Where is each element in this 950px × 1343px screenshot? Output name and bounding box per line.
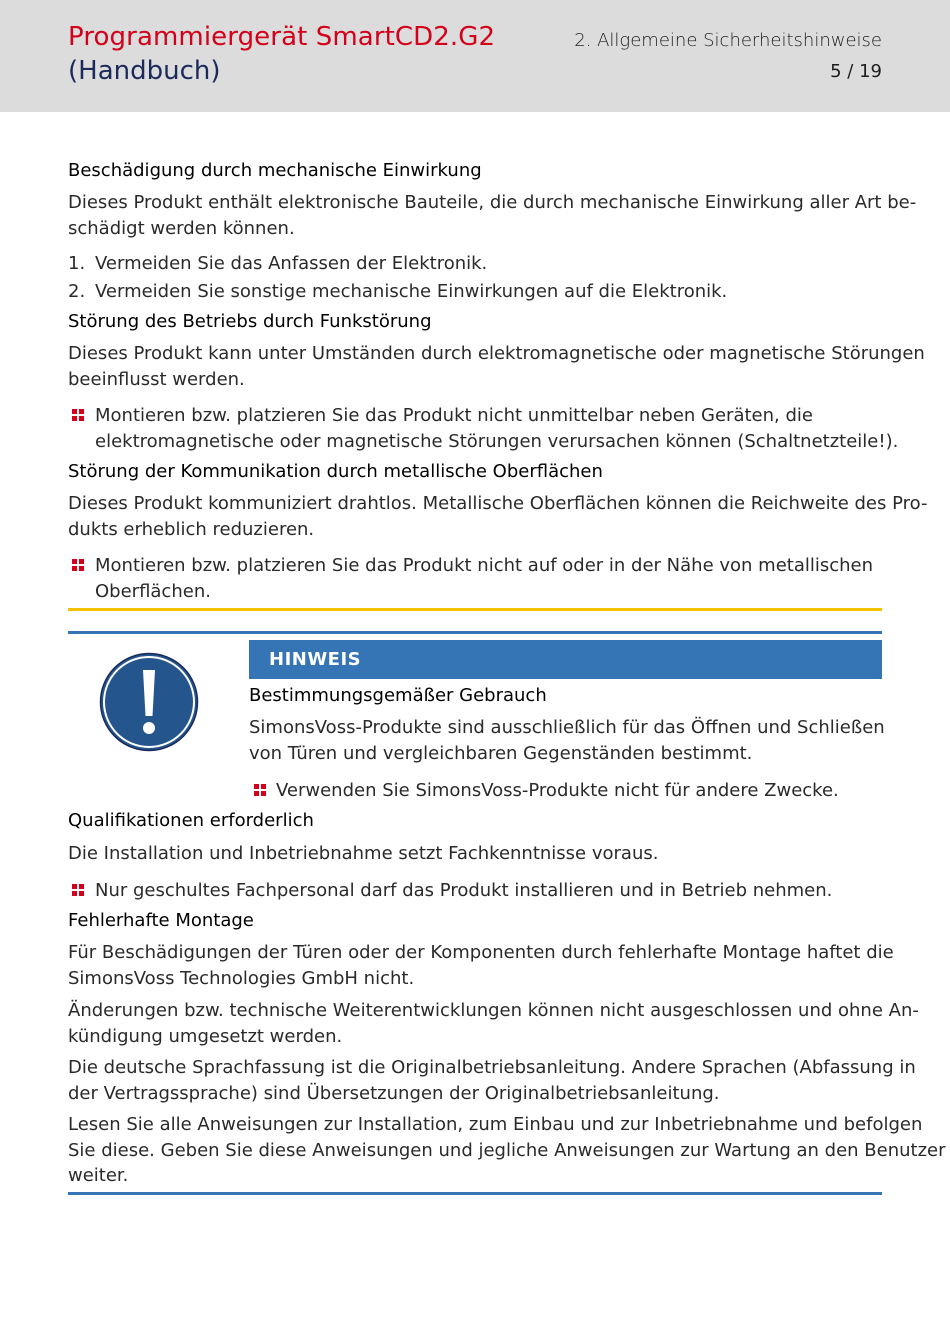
page-header: [0, 0, 950, 112]
text-line: beeinflusst werden.: [68, 368, 245, 390]
divider: [68, 608, 882, 611]
text-line: Montieren bzw. platzieren Sie das Produkt nicht auf oder in der Nähe von metallischen: [95, 555, 874, 576]
bullet-item: [95, 403, 898, 454]
paragraph-changes: [68, 998, 919, 1049]
heading-radio-interference: Störung des Betriebs durch Funkstörung: [68, 311, 432, 332]
document-subtitle: (Handbuch): [68, 56, 221, 86]
bullet-item: [276, 778, 839, 804]
text-line: Verwenden Sie SimonsVoss-Produkte nicht für andere Zwecke.: [276, 780, 839, 801]
exclamation-circle-icon: [99, 652, 199, 752]
text-line: dukts erheblich reduzieren.: [68, 518, 315, 540]
paragraph-language-version: [68, 1055, 916, 1106]
text-line: elektromagnetische oder magnetische Störungen verursachen können (Schaltnetzteile!).: [95, 430, 899, 452]
divider: [68, 631, 882, 634]
paragraph-liability: [68, 940, 894, 991]
page-number: 5 / 19: [830, 61, 882, 82]
bullet-item: [95, 553, 873, 604]
paragraph-mechanical-damage: [68, 190, 917, 241]
heading-qualifications: Qualifikationen erforderlich: [68, 810, 314, 831]
bullet-item: [95, 878, 832, 904]
text-line: Lesen Sie alle Anweisungen zur Installation, zum Einbau und zur Inbetriebnahme und befolgen: [68, 1114, 923, 1135]
bullet-icon: [72, 884, 84, 896]
list-text: Vermeiden Sie sonstige mechanische Einwirkungen auf die Elektronik.: [95, 281, 728, 302]
text-line: Die Installation und Inbetriebnahme setzt Fachkenntnisse voraus.: [68, 843, 659, 864]
text-line: SimonsVoss Technologies GmbH nicht.: [68, 967, 415, 989]
text-line: Dieses Produkt kommuniziert drahtlos. Metallische Oberflächen können die Reichweite des Pro-: [68, 493, 928, 514]
notice-header: [249, 640, 882, 679]
text-line: Nur geschultes Fachpersonal darf das Produkt installieren und in Betrieb nehmen.: [95, 880, 833, 901]
heading-faulty-installation: Fehlerhafte Montage: [68, 910, 254, 931]
text-line: kündigung umgesetzt werden.: [68, 1025, 343, 1047]
paragraph-intended-use: [249, 715, 885, 766]
chapter-title: 2. Allgemeine Sicherheitshinweise: [574, 30, 882, 51]
text-line: Dieses Produkt kann unter Umständen durch elektromagnetische oder magnetische Störungen: [68, 343, 925, 364]
text-line: Für Beschädigungen der Türen oder der Komponenten durch fehlerhafte Montage haftet die: [68, 942, 894, 963]
text-line: der Vertragssprache) sind Übersetzungen der Originalbetriebsanleitung.: [68, 1082, 720, 1104]
list-item: [68, 253, 487, 274]
notice-label: HINWEIS: [269, 649, 362, 670]
paragraph-instructions: [68, 1112, 946, 1189]
heading-mechanical-damage: Beschädigung durch mechanische Einwirkung: [68, 160, 482, 181]
text-line: Sie diese. Geben Sie diese Anweisungen und jegliche Anweisungen zur Wartung an den Benutzer: [68, 1139, 946, 1161]
text-line: Oberflächen.: [95, 580, 211, 602]
text-line: Änderungen bzw. technische Weiterentwicklungen können nicht ausgeschlossen und ohne An-: [68, 1000, 919, 1021]
paragraph-radio-interference: [68, 341, 925, 392]
text-line: Montieren bzw. platzieren Sie das Produkt nicht unmittelbar neben Geräten, die: [95, 405, 813, 426]
list-item: [68, 281, 727, 302]
document-title: Programmiergerät SmartCD2.G2: [68, 22, 496, 52]
list-text: Vermeiden Sie das Anfassen der Elektronik.: [95, 253, 488, 274]
bullet-icon: [72, 409, 84, 421]
heading-intended-use: Bestimmungsgemäßer Gebrauch: [249, 685, 547, 706]
list-number: 2.: [68, 281, 86, 302]
heading-metal-surfaces: Störung der Kommunikation durch metallische Oberflächen: [68, 461, 603, 482]
text-line: Dieses Produkt enthält elektronische Bauteile, die durch mechanische Einwirkung aller Art be-: [68, 192, 917, 213]
text-line: SimonsVoss-Produkte sind ausschließlich für das Öffnen und Schließen: [249, 717, 885, 738]
text-line: von Türen und vergleichbaren Gegenständen bestimmt.: [249, 742, 753, 764]
paragraph-qualifications: [68, 841, 882, 867]
text-line: schädigt werden können.: [68, 217, 295, 239]
text-line: weiter.: [68, 1165, 129, 1186]
bullet-icon: [72, 559, 84, 571]
list-number: 1.: [68, 253, 86, 274]
text-line: Die deutsche Sprachfassung ist die Originalbetriebsanleitung. Andere Sprachen (Abfassung in: [68, 1057, 916, 1078]
divider: [68, 1192, 882, 1195]
bullet-icon: [254, 784, 266, 796]
paragraph-metal-surfaces: [68, 491, 928, 542]
